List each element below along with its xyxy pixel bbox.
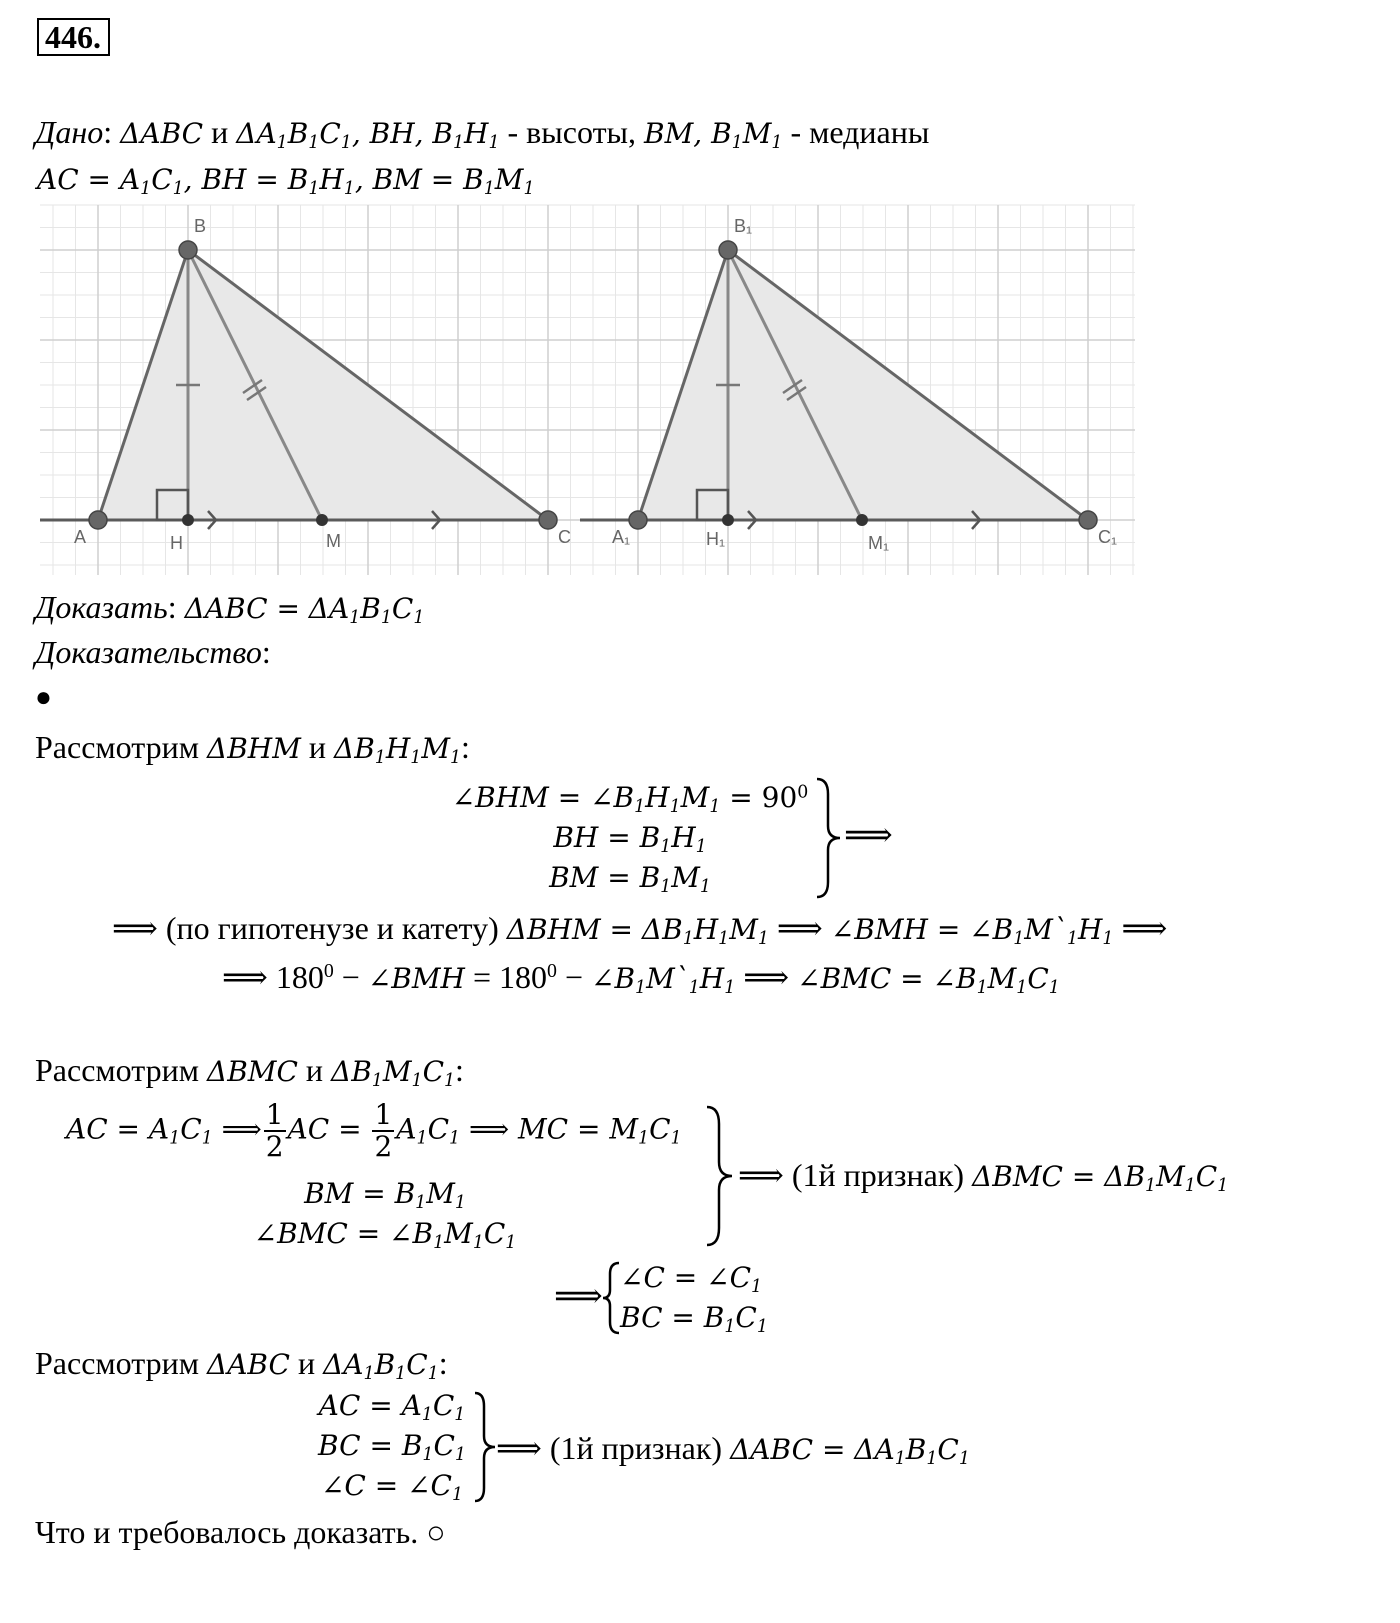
given-line-1	[35, 112, 929, 154]
label-m1: M₁	[868, 533, 890, 553]
prove-text: : $\Delta ABC = \Delta A_1B_1C_1$	[167, 589, 425, 628]
given-text: : ΔABC и $\Delta A_1B_1C_1$, BH, $B_1H_1$ - высоты, BM, $B_1M_1$ - медианы	[103, 114, 930, 153]
step2-intro: Рассмотрим ΔBMC и $\Delta B_1M_1C_1$:	[35, 1052, 464, 1091]
bullet: ●	[35, 682, 52, 713]
label-a1: A₁	[612, 527, 631, 547]
right-brace	[472, 1390, 498, 1504]
step1-conclusion-1: ⟹ (по гипотенузе и катету) $\Delta BHM = \Delta B_1H_1M_1$ ⟹ ∠BMH = $\angle B_1M`_1H_1$ ⟹	[112, 910, 1168, 949]
given-line-2: AC = $A_1C_1$, BH = $B_1H_1$, BM = $B_1M_1$	[37, 163, 535, 199]
point-m	[316, 514, 328, 526]
point-b	[179, 241, 197, 259]
label-h1: H₁	[706, 529, 726, 549]
step2-system	[620, 1258, 768, 1338]
step2-eq1: AC = $A_1C_1$ ⟹ $\frac{1}{2}$ AC = $\frac{1}{2}$ $A_1C_1$ ⟹ MC = $M_1C_1$	[66, 1098, 682, 1163]
label-c: C	[558, 527, 571, 547]
step1-implies: ⟹	[844, 817, 893, 854]
step1-eq3: BM = $B_1M_1$	[549, 861, 711, 897]
step1-intro: Рассмотрим ΔBHM и $\Delta B_1H_1M_1$:	[35, 729, 470, 768]
step1-conclusion-2: ⟹ $180^0$ − ∠BMH = $180^0$ − $\angle B_1M`_1H_1$ ⟹ ∠BMC = $\angle B_1M_1C_1$	[222, 959, 1060, 998]
label-h: H	[170, 533, 183, 553]
step1-equations	[420, 778, 840, 898]
step3-eq2: BC = $B_1C_1$	[318, 1429, 466, 1465]
point-c	[539, 511, 557, 529]
step2-conclusion: ⟹ (1й признак) $\Delta BMC = \Delta B_1M_1C_1$	[738, 1157, 1229, 1196]
point-m1	[856, 514, 868, 526]
step2-sys-implies: ⟹	[554, 1278, 603, 1315]
given-label: Дано	[35, 114, 104, 150]
figure	[40, 203, 1140, 580]
point-a1	[629, 511, 647, 529]
step1-eq2: BH = $B_1H_1$	[553, 821, 707, 857]
step3-conclusion: ⟹ (1й признак) $\Delta ABC = \Delta A_1B_1C_1$	[496, 1430, 970, 1469]
right-brace	[814, 776, 844, 900]
proof-label: Доказательство	[35, 634, 262, 670]
step2-sys1: ∠C = $\angle C_1$	[620, 1261, 763, 1297]
label-c1: C₁	[1098, 527, 1118, 547]
problem-number: 446.	[37, 18, 110, 56]
step3-eq3: ∠C = $\angle C_1$	[320, 1469, 464, 1505]
step3-eq1: AC = $A_1C_1$	[318, 1389, 466, 1425]
proof-line: Доказательство:	[35, 634, 271, 670]
prove-line	[35, 587, 424, 629]
step2-sys2: BC = $B_1C_1$	[620, 1301, 768, 1337]
left-brace	[600, 1260, 622, 1336]
step2-eq2: BM = $B_1M_1$	[304, 1177, 466, 1213]
point-c1	[1079, 511, 1097, 529]
step3-equations	[300, 1386, 484, 1506]
right-brace	[704, 1104, 736, 1248]
label-b1: B₁	[734, 216, 753, 236]
step1-eq1: ∠BHM = $\angle B_1H_1M_1 = 90^0$	[451, 781, 809, 817]
label-a: A	[74, 527, 87, 547]
step2-eq3: ∠BMC = $\angle B_1M_1C_1$	[253, 1217, 517, 1253]
point-h1	[722, 514, 734, 526]
end-text: Что и требовалось доказать. ○	[35, 1514, 446, 1550]
label-b: B	[194, 216, 207, 236]
prove-label: Доказать	[35, 589, 168, 625]
point-a	[89, 511, 107, 529]
point-h	[182, 514, 194, 526]
step3-intro: Рассмотрим ΔABC и $\Delta A_1B_1C_1$:	[35, 1345, 448, 1384]
point-b1	[719, 241, 737, 259]
label-m: M	[326, 531, 341, 551]
